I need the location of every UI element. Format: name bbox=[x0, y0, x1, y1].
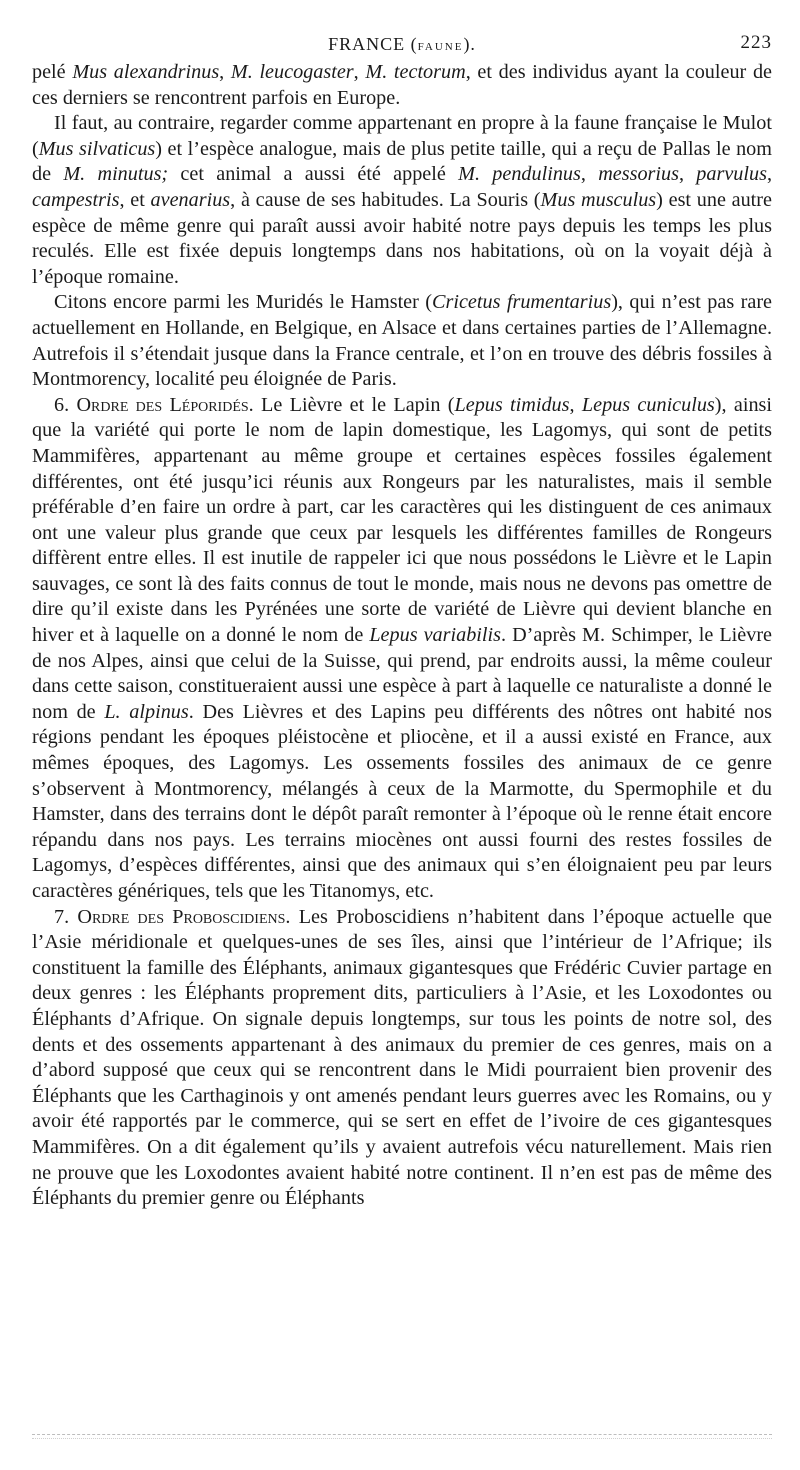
paragraph bbox=[32, 905, 772, 1212]
running-title-end: ). bbox=[463, 34, 476, 54]
text-run: Il faut, au contraire, regarder comme appartenant en propre à la faune française le Mulot ( bbox=[32, 112, 772, 160]
text-run: , bbox=[353, 61, 366, 83]
text-run: pelé bbox=[32, 61, 73, 83]
italic-term: L. alpinus bbox=[104, 700, 189, 723]
text-run: 6. bbox=[54, 393, 77, 416]
italic-term: avenarius bbox=[150, 188, 231, 211]
italic-term: Mus alexandrinus bbox=[72, 61, 220, 83]
page-number: 223 bbox=[740, 32, 772, 53]
text-run: ) est une autre espèce de même genre qui paraît aussi avoir habité notre pays depuis les temps les plus reculés. Elle est fixée depuis longtemps dans nos habitations, où on la voyait déjà à l’époque romaine. bbox=[32, 188, 772, 288]
italic-term: campestris bbox=[32, 188, 120, 211]
text-run: , bbox=[569, 393, 582, 416]
text-run: , bbox=[766, 163, 772, 186]
italic-term: Lepus timidus bbox=[454, 393, 570, 416]
text-run: , bbox=[580, 163, 599, 186]
running-title-smallcaps: faune bbox=[417, 38, 464, 54]
section-heading: Ordre des Proboscidiens. bbox=[77, 905, 291, 928]
italic-term: M. leucogaster bbox=[230, 61, 354, 83]
paragraph bbox=[32, 111, 772, 290]
text-run: Les Proboscidiens n’habitent dans l’époque actuelle que l’Asie méridionale et quelques-unes de ses îles, ainsi que l’intérieur de l’Afrique; ils constituent la famille des Éléphants, animaux gigantesques que Frédéric Cuvier partage en deux genres : les Éléphants proprement dits, particuliers à l’Asie, et les Loxodontes ou Éléphants d’Afrique. On signale depuis longtemps, sur tous les points de notre sol, des dents et des ossements appartenant à des animaux du premier de ces genres, mais on a d’abord supposé que ceux qui se rencontrent dans le Midi pourraient bien provenir des Éléphants que les Carthaginois y ont amenés pendant leurs guerres avec les Romains, ou y avoir été rapportés par le commerce, qui se sert en effet de l’ivoire de ces gigantesques Mammifères. On a dit également qu’ils y avaient autrefois vécu naturellement. Mais rien ne prouve que les Loxodontes avaient habité notre continent. Il n’en est pas de même des Éléphants du premier genre ou Éléphants bbox=[32, 905, 772, 1210]
text-run: cet animal a aussi été appelé bbox=[168, 163, 459, 186]
text-run: . Des Lièvres et des Lapins peu différents des nôtres ont habité nos régions pendant les époques pléistocène et pliocène, et il a aussi existé en France, aux mêmes époques, des Lagomys. Les ossements fossiles des animaux de ce genre s’observent à Montmorency, mélangés à ceux de la Marmotte, du Spermophile et du Hamster, dans des terrains dont le dépôt paraît remonter à l’époque où le renne était encore répandu dans nos pays. Les terrains miocènes ont aussi fourni des restes fossiles de Lagomys, d’espèces différentes, ainsi que des animaux qui s’en éloignaient peu par leurs caractères génériques, tels que les Titanomys, etc. bbox=[32, 700, 772, 902]
italic-term: Lepus cuniculus bbox=[581, 393, 715, 416]
text-run: Citons encore parmi les Muridés le Hamster ( bbox=[54, 291, 433, 314]
running-title-main: FRANCE ( bbox=[328, 34, 418, 54]
text-run: , et des individus ayant la couleur de ces derniers se rencontrent parfois en Europe. bbox=[32, 61, 772, 109]
text-run: ) et l’espèce analogue, mais de plus petite taille, qui a reçu de Pallas le nom de bbox=[32, 137, 772, 186]
italic-term: M. pendulinus bbox=[458, 163, 581, 186]
text-run: Le Lièvre et le Lapin ( bbox=[253, 393, 455, 416]
text-run: , à cause de ses habitudes. La Souris ( bbox=[230, 188, 541, 211]
italic-term: parvulus bbox=[696, 163, 767, 186]
italic-term: M. minutus; bbox=[63, 163, 169, 186]
text-run: . D’après M. Schimper, le Lièvre de nos Alpes, ainsi que celui de la Suisse, qui prend, par endroits aussi, la même couleur dans cette saison, constitueraient aussi une espèce à part à laquelle ce naturaliste a donné le nom de bbox=[32, 624, 773, 723]
italic-term: Mus silvaticus bbox=[38, 137, 156, 160]
bottom-rule bbox=[32, 1434, 772, 1439]
italic-term: Lepus variabilis bbox=[369, 624, 501, 647]
text-run: ), ainsi que la variété qui porte le nom de lapin domestique, les Lagomys, qui sont de petits Mammifères, appartenant au même groupe et certaines espèces fossiles également différentes, ont été jusqu’ici réunis aux Rongeurs par les naturalistes, mais il semble préférable d’en faire un ordre à part, car les caractères qui les distinguent de ces animaux ont une valeur plus grande que ceux par lesquels les différentes familles de Rongeurs diffèrent entre elles. Il est inutile de rappeler ici que nous possédons le Lièvre et le Lapin sauvages, ce sont là des faits connus de tout le monde, mais nous ne devons pas omettre de dire qu’il existe dans les Pyrénées une sorte de variété de Lièvre qui devient blanche en hiver et à laquelle on a donné le nom de bbox=[32, 393, 773, 647]
section-heading: Ordre des Léporidés. bbox=[76, 393, 254, 416]
running-title bbox=[32, 34, 772, 55]
text-run: ), qui n’est pas rare actuellement en Hollande, en Belgique, en Alsace et dans certaines parties de l’Allemagne. Autrefois il s’étendait jusque dans la France centrale, et l’on en trouve des débris fossiles à Montmorency, localité peu éloignée de Paris. bbox=[32, 291, 772, 391]
paragraph bbox=[32, 393, 772, 905]
body-text bbox=[32, 60, 772, 1212]
text-run: , bbox=[219, 61, 231, 83]
italic-term: M. tectorum bbox=[365, 61, 466, 83]
italic-term: Mus musculus bbox=[540, 188, 657, 211]
page bbox=[32, 30, 772, 1212]
text-run: , et bbox=[119, 188, 151, 211]
paragraph bbox=[32, 290, 772, 392]
text-run: , bbox=[678, 163, 697, 186]
italic-term: Cricetus frumentarius bbox=[432, 291, 612, 314]
running-header bbox=[32, 30, 772, 60]
text-run: 7. bbox=[54, 905, 78, 928]
paragraph bbox=[32, 60, 772, 111]
italic-term: messorius bbox=[598, 163, 679, 186]
